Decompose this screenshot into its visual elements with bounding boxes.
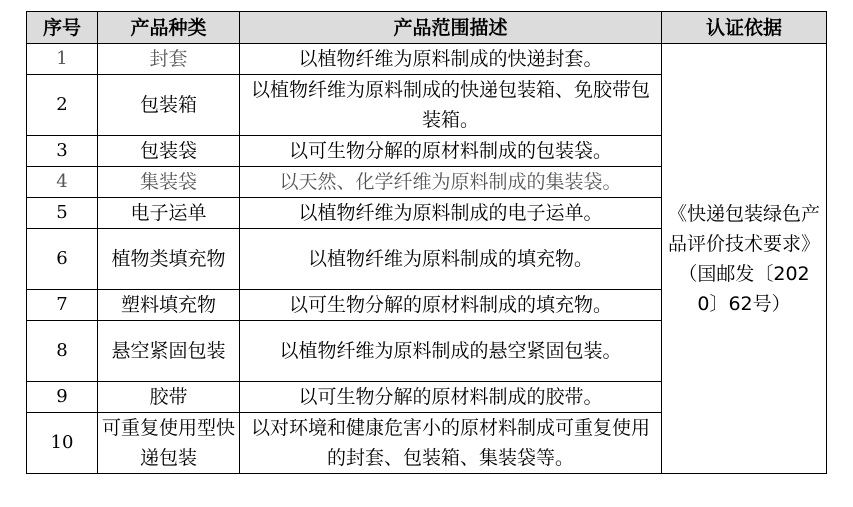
row-no: 6	[27, 229, 98, 290]
row-no: 10	[27, 413, 98, 474]
header-row	[27, 12, 827, 44]
row-type: 包装箱	[98, 75, 240, 136]
row-desc: 以可生物分解的原材料制成的包装袋。	[240, 136, 662, 167]
row-type: 塑料填充物	[98, 290, 240, 321]
row-desc: 以植物纤维为原料制成的电子运单。	[240, 198, 662, 229]
row-type: 植物类填充物	[98, 229, 240, 290]
row-desc: 以植物纤维为原料制成的悬空紧固包装。	[240, 321, 662, 382]
row-desc: 以植物纤维为原料制成的填充物。	[240, 229, 662, 290]
row-no: 4	[27, 167, 98, 198]
row-no: 3	[27, 136, 98, 167]
header-no: 序号	[27, 12, 98, 44]
row-no: 7	[27, 290, 98, 321]
row-type: 胶带	[98, 382, 240, 413]
row-no: 2	[27, 75, 98, 136]
row-no: 8	[27, 321, 98, 382]
row-desc: 以植物纤维为原料制成的快递封套。	[240, 44, 662, 75]
header-desc: 产品范围描述	[240, 12, 662, 44]
header-basis: 认证依据	[662, 12, 827, 44]
row-desc: 以天然、化学纤维为原料制成的集装袋。	[240, 167, 662, 198]
certification-basis: 《快递包装绿色产品评价技术要求》（国邮发〔2020〕62号）	[662, 44, 827, 474]
row-no: 1	[27, 44, 98, 75]
row-type: 包装袋	[98, 136, 240, 167]
row-desc: 以可生物分解的原材料制成的胶带。	[240, 382, 662, 413]
row-desc: 以对环境和健康危害小的原材料制成可重复使用的封套、包装箱、集装袋等。	[240, 413, 662, 474]
row-type: 悬空紧固包装	[98, 321, 240, 382]
row-type: 集装袋	[98, 167, 240, 198]
header-type: 产品种类	[98, 12, 240, 44]
row-type: 电子运单	[98, 198, 240, 229]
row-desc: 以植物纤维为原料制成的快递包装箱、免胶带包装箱。	[240, 75, 662, 136]
row-type: 封套	[98, 44, 240, 75]
certification-table	[26, 11, 827, 474]
row-type: 可重复使用型快递包装	[98, 413, 240, 474]
row-desc: 以可生物分解的原材料制成的填充物。	[240, 290, 662, 321]
table-row	[27, 44, 827, 75]
row-no: 5	[27, 198, 98, 229]
row-no: 9	[27, 382, 98, 413]
